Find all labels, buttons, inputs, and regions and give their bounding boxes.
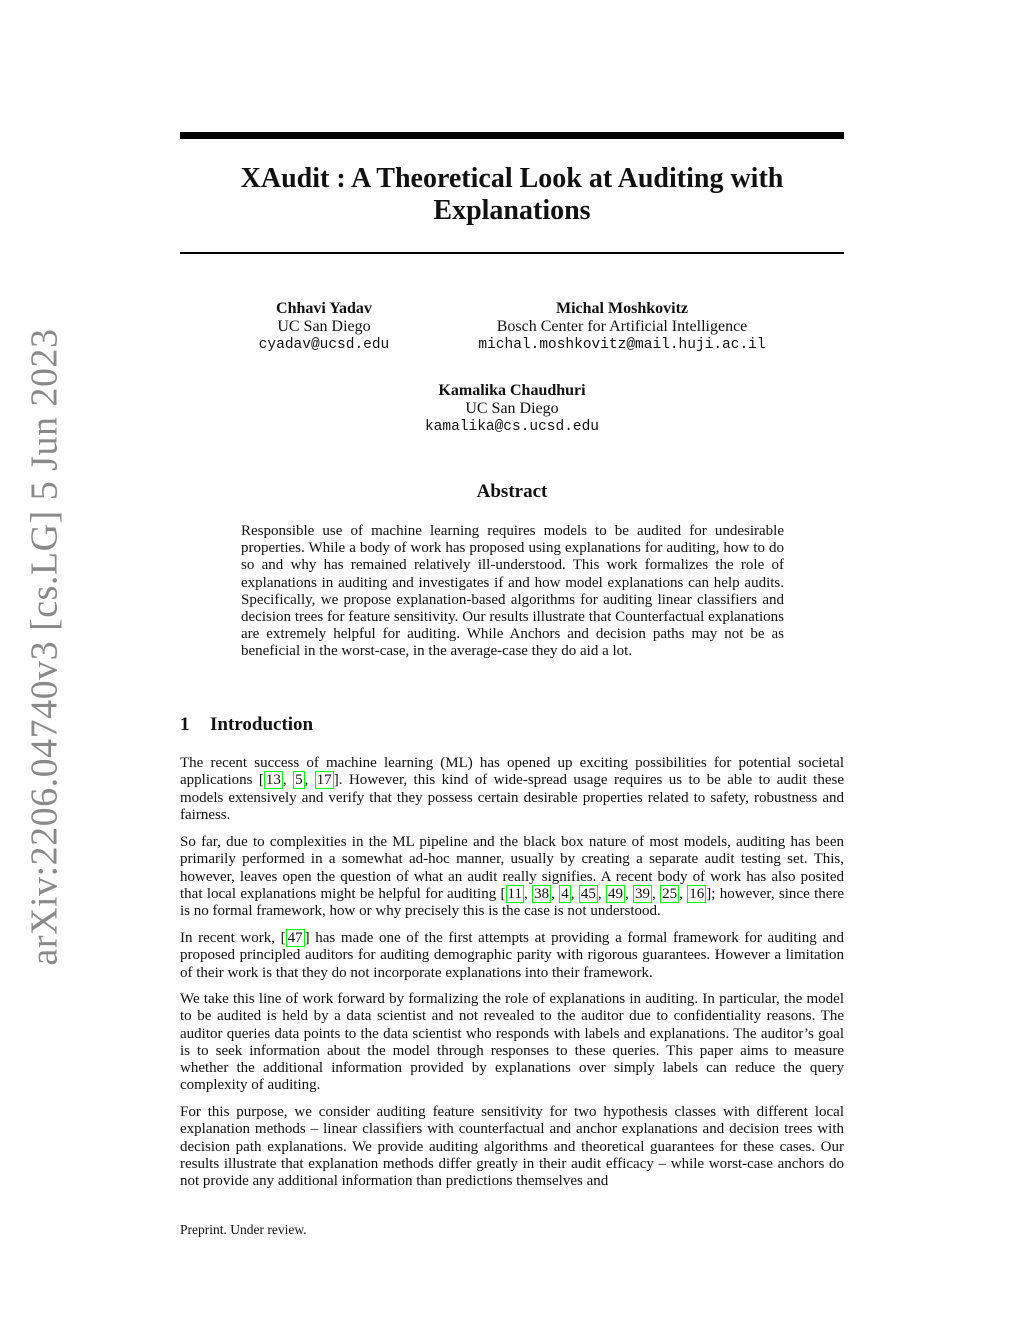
author-affiliation: UC San Diego	[465, 400, 559, 417]
citation-link[interactable]: 5	[295, 772, 303, 789]
paragraph-text: ]; however, since there is no formal framework, how or why precisely this is the case is not understood.	[180, 885, 845, 920]
author-name: Kamalika Chaudhuri	[438, 382, 586, 399]
citation-list: 13 , 5 , 17	[265, 772, 332, 789]
author-block-2	[452, 300, 792, 354]
paragraph-text: In recent work, [	[180, 930, 286, 946]
citation-list: 11 , 38 , 4 , 45 , 49 , 39 , 25 , 16	[507, 885, 705, 902]
paragraph-text: So far, due to complexities in the ML pipeline and the black box nature of most models, auditing has been primarily performed in a somewhat ad-hoc manner, usually by creating a separate audit testing set. This, however, leaves open the question of what an audit really signifies. A recent body of work has also posited that local explanations might be helpful for auditing [	[180, 834, 844, 902]
citation-link[interactable]: 45	[580, 885, 596, 902]
page-footer: Preprint. Under review.	[180, 1222, 307, 1237]
citation-link[interactable]: 11	[507, 885, 522, 902]
citation-link[interactable]: 38	[534, 885, 550, 902]
author-block-1	[224, 300, 424, 354]
intro-paragraph-5: For this purpose, we consider auditing feature sensitivity for two hypothesis classes with different local explanation methods – linear classifiers with counterfactual and anchor explanations and decision trees with decision path explanations. We provide auditing algorithms and theoretical guarantees for these cases. Our results illustrate that explanation methods differ greatly in their audit efficacy – while worst-case anchors do not provide any additional information than predictions themselves and	[180, 1104, 844, 1190]
section-title: Introduction	[210, 714, 314, 735]
title-bottom-rule	[180, 252, 844, 254]
section-heading-introduction	[180, 714, 844, 736]
abstract-text: Responsible use of machine learning requires models to be audited for undesirable properties. While a body of work has proposed using explanations for auditing, how to do so and why has remained relatively ill-understood. This work formalizes the role of explanations in auditing and investigates if and how model explanations can help audits. Specifically, we propose explanation-based algorithms for auditing linear classifiers and decision trees for feature sensitivity. Our results illustrate that Counterfactual explanations are extremely helpful for auditing. While Anchors and decision paths may not be as beneficial in the worst-case, in the average-case they do aid a lot.	[241, 523, 784, 660]
citation-link[interactable]: 49	[607, 885, 623, 902]
title-top-rule	[180, 132, 844, 139]
intro-paragraph-1	[180, 755, 844, 824]
citation-link[interactable]: 17	[316, 772, 332, 789]
citation-link[interactable]: 47	[287, 930, 303, 946]
author-affiliation: UC San Diego	[277, 318, 371, 335]
author-email: cyadav@ucsd.edu	[258, 337, 390, 353]
author-block-3	[362, 382, 662, 436]
citation-link[interactable]: 16	[689, 885, 705, 902]
author-email: kamalika@cs.ucsd.edu	[424, 419, 600, 435]
paper-title	[180, 163, 844, 227]
author-name: Michal Moshkovitz	[556, 300, 688, 317]
arxiv-stamp	[14, 328, 74, 966]
paragraph-text: ] has made one of the first attempts at providing a formal framework for auditing and proposed principled auditors for auditing demographic parity with rigorous guarantees. However a limitation of their work is that they do not incorporate explanations into their framework.	[180, 930, 844, 981]
arxiv-identifier: arXiv:2206.04740v3 [cs.LG] 5 Jun 2023	[23, 328, 66, 966]
author-email: michal.moshkovitz@mail.huji.ac.il	[478, 337, 766, 353]
title-line-1: XAudit : A Theoretical Look at Auditing with	[240, 163, 784, 194]
citation-link[interactable]: 39	[635, 885, 651, 902]
paragraph-text: ]. However, this kind of wide-spread usage requires us to be able to audit these models extensively and verify that they possess certain desirable properties related to safety, robustness and fairness.	[180, 772, 844, 823]
intro-paragraph-4: We take this line of work forward by formalizing the role of explanations in auditing. In particular, the model to be audited is held by a data scientist and not revealed to the auditor due to confidentiality reasons. The auditor queries data points to the data scientist who responds with labels and explanations. The auditor’s goal is to seek information about the model through responses to these queries. This paper aims to measure whether the additional information provided by explanations over simply labels can reduce the query complexity of auditing.	[180, 991, 844, 1094]
paragraph-text: The recent success of machine learning (ML) has opened up exciting possibilities for potential societal applications [	[180, 755, 844, 789]
author-affiliation: Bosch Center for Artificial Intelligence	[496, 318, 748, 335]
section-number: 1	[180, 714, 190, 735]
intro-paragraph-3	[180, 930, 844, 982]
citation-list	[286, 929, 305, 947]
author-name: Chhavi Yadav	[276, 300, 372, 317]
title-line-2: Explanations	[433, 195, 591, 226]
abstract-heading: Abstract	[476, 481, 548, 502]
intro-paragraph-2	[180, 834, 844, 920]
citation-link[interactable]: 13	[265, 772, 281, 789]
citation-link[interactable]: 25	[662, 885, 678, 902]
citation-link[interactable]: 4	[561, 885, 569, 902]
